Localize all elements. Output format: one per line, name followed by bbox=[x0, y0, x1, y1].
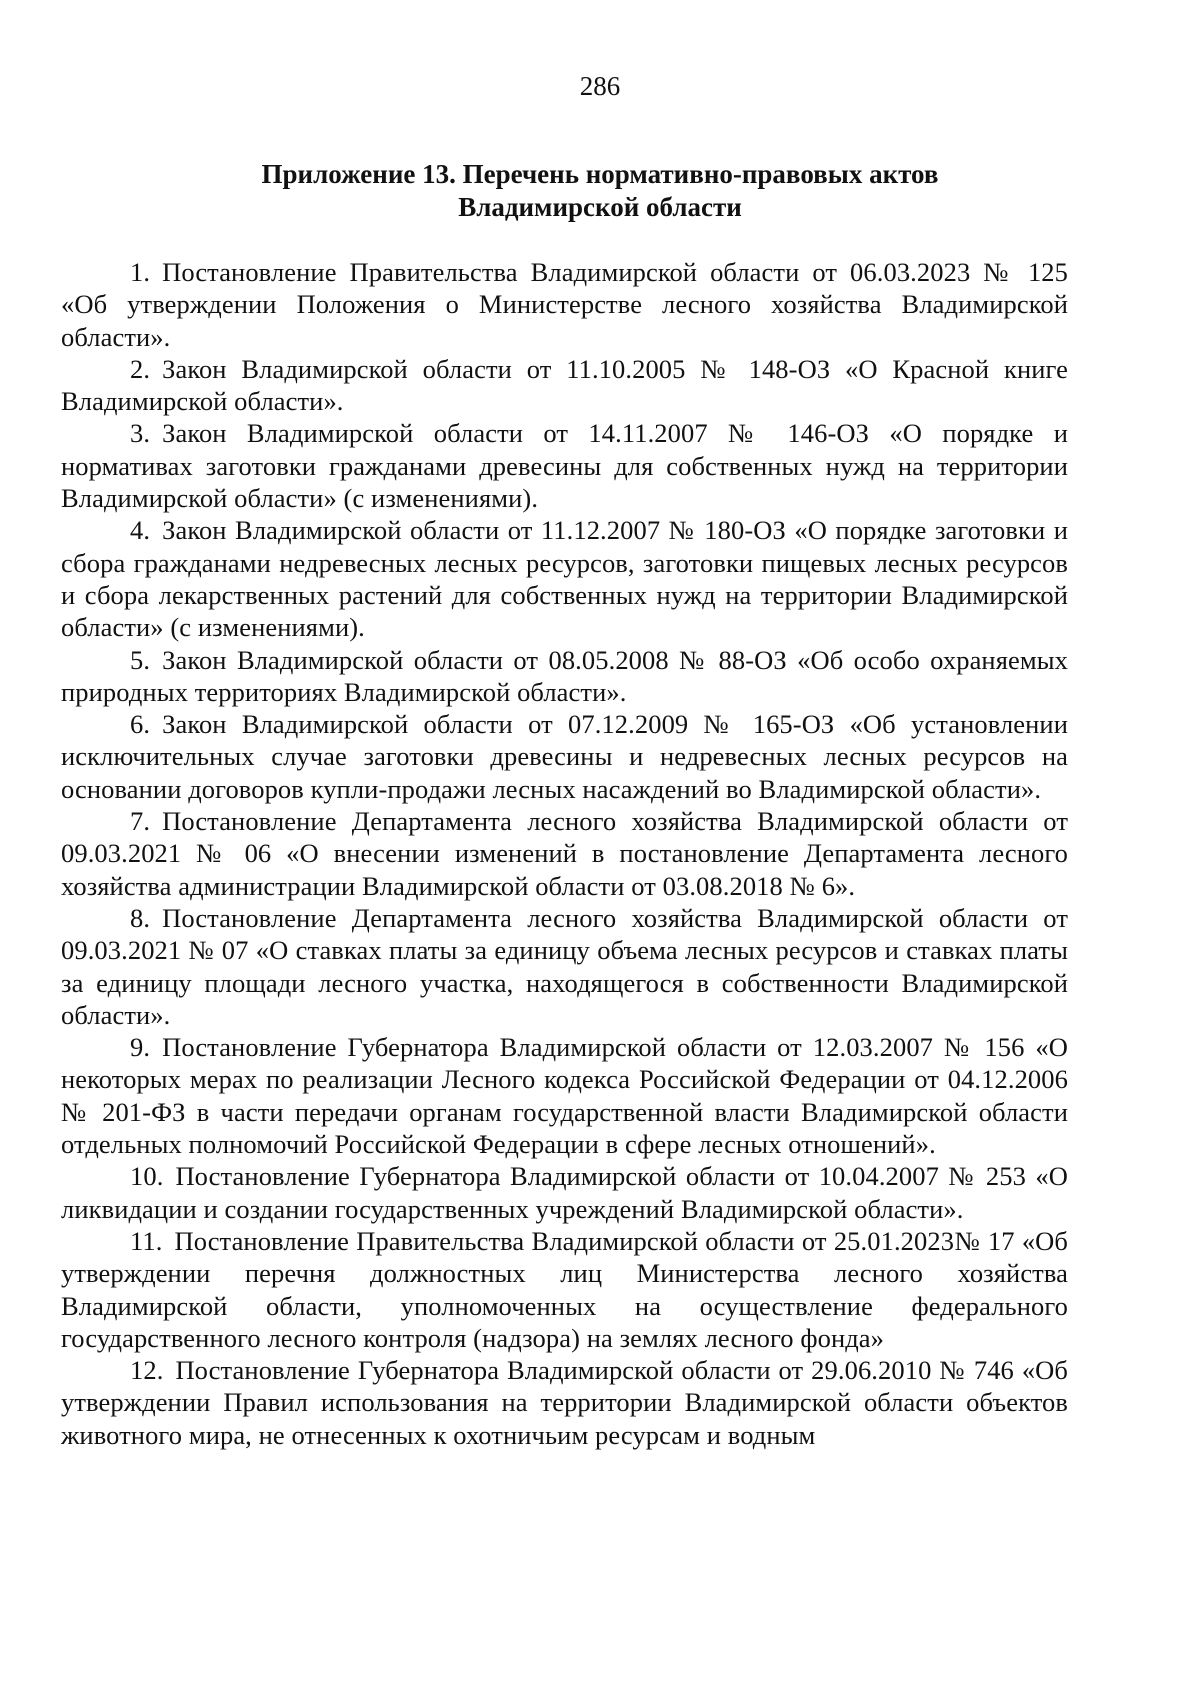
list-item bbox=[61, 902, 1068, 1031]
item-number: 3. bbox=[130, 418, 151, 449]
item-number: 7. bbox=[130, 806, 151, 837]
item-text: Закон Владимирской области от 07.12.2009 № 165-ОЗ «Об установлении исключительных случае заготовки древесины и недревесных лесных ресурсов на основании договоров купли-продажи лесных насаждений во Владимирской области». bbox=[61, 709, 1068, 804]
list-item bbox=[61, 1031, 1068, 1160]
title-line-2: Владимирской области bbox=[458, 192, 742, 222]
item-number: 2. bbox=[130, 353, 151, 384]
item-text: Постановление Правительства Владимирской области от 25.01.2023№ 17 «Об утверждении перечня должностных лиц Министерства лесного хозяйства Владимирской области, уполномоченных на осуществление федерального государственного лесного контроля (надзора) на землях лесного фонда» bbox=[61, 1225, 1068, 1353]
item-number: 8. bbox=[130, 902, 151, 933]
page-title bbox=[60, 158, 1140, 224]
item-text: Постановление Губернатора Владимирской области от 29.06.2010 № 746 «Об утверждении Правил использования на территории Владимирской области объектов животного мира, не отнесенных к охотничьим ресурсам и водным bbox=[61, 1355, 1068, 1450]
item-text: Закон Владимирской области от 14.11.2007 № 146-ОЗ «О порядке и нормативах заготовки гражданами древесины для собственных нужд на территории Владимирской области» (с изменениями). bbox=[61, 418, 1068, 514]
item-number: 1. bbox=[130, 257, 151, 287]
item-text: Постановление Правительства Владимирской области от 06.03.2023 № 125 «Об утверждении Положения о Министерстве лесного хозяйства Владимирской области». bbox=[61, 257, 1068, 352]
item-number: 5. bbox=[130, 644, 151, 675]
item-number: 10. bbox=[130, 1161, 164, 1192]
item-number: 6. bbox=[130, 709, 151, 740]
item-text: Закон Владимирской области от 11.12.2007 № 180-ОЗ «О порядке заготовки и сбора гражданами недревесных лесных ресурсов, заготовки пищевых лесных ресурсов и сбора лекарственных растений для собственных нужд на территории Владимирской области» (с изменениями). bbox=[61, 515, 1068, 643]
list-item bbox=[61, 353, 1068, 418]
item-number: 4. bbox=[130, 515, 151, 546]
item-number: 12. bbox=[130, 1355, 164, 1386]
item-text: Постановление Губернатора Владимирской области от 10.04.2007 № 253 «О ликвидации и создании государственных учреждений Владимирской области». bbox=[61, 1161, 1068, 1224]
page-number: 286 bbox=[579, 71, 621, 101]
list-item bbox=[61, 805, 1068, 902]
list-item bbox=[61, 644, 1068, 709]
title-line-1: Приложение 13. Перечень нормативно-правовых актов bbox=[261, 159, 939, 189]
item-text: Закон Владимирской области от 11.10.2005 № 148-ОЗ «О Красной книге Владимирской области». bbox=[61, 353, 1068, 417]
list-item bbox=[61, 708, 1068, 805]
list-item bbox=[61, 1160, 1068, 1225]
list-item bbox=[61, 417, 1068, 514]
item-text: Постановление Губернатора Владимирской области от 12.03.2007 № 156 «О некоторых мерах по реализации Лесного кодекса Российской Федерации от 04.12.2006 № 201-ФЗ в части передачи органам государственной власти Владимирской области отдельных полномочий Российской Федерации в сфере лесных отношений». bbox=[61, 1032, 1068, 1160]
item-text: Закон Владимирской области от 08.05.2008 № 88-ОЗ «Об особо охраняемых природных территориях Владимирской области». bbox=[61, 644, 1068, 707]
list-item bbox=[61, 256, 1068, 353]
list-item bbox=[61, 1225, 1068, 1354]
list-item bbox=[61, 514, 1068, 643]
item-text: Постановление Департамента лесного хозяйства Владимирской области от 09.03.2021 № 07 «О ставках платы за единицу объема лесных ресурсов и ставках платы за единицу площади лесного участка, находящегося в собственности Владимирской области». bbox=[61, 902, 1068, 1030]
list-item bbox=[61, 1354, 1068, 1451]
item-number: 9. bbox=[130, 1032, 151, 1063]
item-number: 11. bbox=[130, 1225, 163, 1256]
legal-acts-list bbox=[61, 256, 1068, 1451]
item-text: Постановление Департамента лесного хозяйства Владимирской области от 09.03.2021 № 06 «О внесении изменений в постановление Департамента лесного хозяйства администрации Владимирской области от 03.08.2018 № 6». bbox=[61, 806, 1068, 901]
